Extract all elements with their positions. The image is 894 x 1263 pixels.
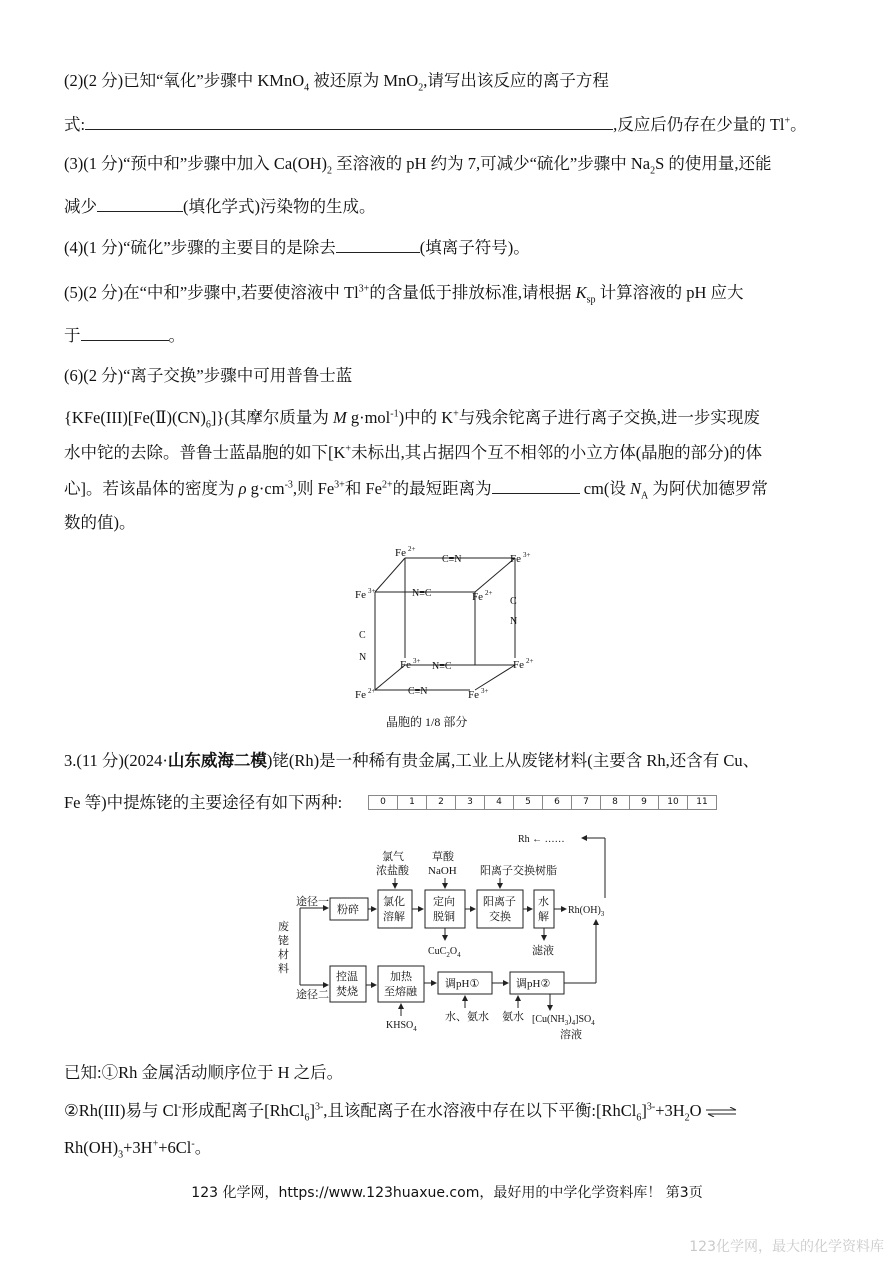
fe-charge: 3+ [481,687,489,695]
question-4: (4)(1 分)“硫化”步骤的主要目的是除去 (填离子符号)。 [64,238,530,257]
hydrolysis-box-label: 解 [538,911,549,923]
vertical-bond-n: N [510,616,518,627]
directed-box-label: 定向 [433,896,455,908]
question-3-line-2: 减少 (填化学式)污染物的生成。 [64,197,376,216]
fe-charge: 2+ [526,657,534,665]
cn-bond: C≡N [442,554,462,565]
resin-input: 阳离子交换树脂 [480,865,557,877]
directed-box-label: 脱铜 [433,911,455,923]
page-ruler [368,795,717,810]
khso4-input: $KHSO_4$ [386,1020,417,1033]
waste-label: 废 [278,921,289,933]
waste-label: 料 [278,963,289,975]
chlorination-box-label: 溶解 [383,911,405,923]
waste-label: 铑 [278,935,289,947]
fe-charge: 3+ [368,587,376,595]
fe-label: Fe [400,659,411,671]
answer-blank[interactable] [97,195,183,212]
rh-product: Rh ← …… [518,834,565,845]
oxalic-acid-input: 草酸 [432,851,454,863]
answer-blank[interactable] [81,324,169,341]
ruler-tick: 3 [456,796,485,809]
route-2-label: 途径二 [296,989,329,1001]
hcl-input: 浓盐酸 [376,865,409,877]
cuc2o4-output: $CuC_2O_4$ [428,946,461,959]
water-ammonia-input: 水、氨水 [445,1011,489,1023]
fe-charge: 3+ [523,551,531,559]
question-6-line-4: 心]。若该晶体的密度为 ρ $g\cdot cm^{-3}$,则 $Fe^{3+}$和 $Fe^{2+}$的最短距离为 cm(设 $N_A$ 为阿伏加德罗常 [64,479,768,502]
page-footer: 123 化学网，https://www.123huaxue.com，最好用的中学化学资料库！ 第3页 [191,1185,703,1201]
fe-label: Fe [395,547,406,559]
fe-label: Fe [472,591,483,603]
fe-label: Fe [510,553,521,565]
chlorine-input: 氯气 [382,851,404,863]
chlorination-box-label: 氯化 [383,896,405,908]
question-2-line-2: 式: ,反应后仍存在少量的 Tl+。 [64,115,807,134]
question-3-main-line-1: 3.(11 分)(2024·山东威海二模)铑(Rh)是一种稀有贵金属,工业上从废铑材料(主要含 Rh,还含有 Cu、 [64,751,760,770]
fe-charge: 2+ [368,687,376,695]
fe-label: Fe [468,689,479,701]
watermark: 123化学网，最大的化学资料库 [689,1239,884,1255]
crush-box-label: 粉碎 [337,904,359,916]
ruler-tick: 5 [514,796,543,809]
fe-label: Fe [355,589,366,601]
fe-charge: 2+ [408,545,416,553]
cn-bond: C≡N [408,686,428,697]
ph1-box-label: 调pH① [445,978,480,990]
fe-charge: 2+ [485,589,493,597]
question-6-line-1: (6)(2 分)“离子交换”步骤中可用普鲁士蓝 [64,366,353,385]
equilibrium-arrow [706,1107,738,1117]
question-3-line-1: (3)(1 分)“预中和”步骤中加入 $Ca(OH)_2$ 至溶液的 pH 约为 7,可减少“硫化”步骤中 $Na_2S$ 的使用量,还能 [64,154,772,177]
roast-box-label: 控温 [336,971,358,983]
answer-blank[interactable] [85,113,613,130]
ruler-tick: 2 [427,796,456,809]
fe-charge: 3+ [413,657,421,665]
vertical-bond-c: C [359,630,366,641]
known-line-2: ②Rh(III)易与 Cl-形成配离子[RhCl$_6$]$^{3-}$,且该配离子在水溶液中存在以下平衡$:[RhCl_6]^{3-}+3H_2O$ [64,1100,834,1122]
rhodium-process-flowchart [270,820,630,1050]
question-5-line-1: (5)(2 分)在“中和”步骤中,若要使溶液中 $Tl^{3+}$的含量低于排放标准,请根据 $K_{sp}$ 计算溶液的 pH 应大 [64,283,744,306]
nc-bond: N≡C [412,588,432,599]
ruler-tick: 1 [398,796,427,809]
fe-label: Fe [355,689,366,701]
ruler-tick: 7 [572,796,601,809]
naoh-input: NaOH [428,865,457,877]
ruler-tick: 9 [630,796,659,809]
answer-blank[interactable] [492,477,580,494]
question-6-line-3: 水中铊的去除。普鲁士蓝晶胞的如下[K+未标出,其占据四个互不相邻的小立方体(晶胞的部分)的体 [64,443,763,462]
roast-box-label: 焚烧 [336,986,358,998]
question-3-main-line-2: Fe 等)中提炼铑的主要途径有如下两种: [64,793,343,812]
exchange-box-label: 交换 [489,911,511,923]
heat-box-label: 加热 [390,971,412,983]
vertical-bond-n: N [359,652,367,663]
answer-blank[interactable] [336,236,420,253]
rhoh3-product: $Rh(OH)_3$ [568,905,605,918]
nc-bond: N≡C [432,661,452,672]
question-5-line-2: 于 。 [64,326,185,345]
ruler-tick: 6 [543,796,572,809]
prussian-blue-crystal-diagram [350,540,550,740]
hydrolysis-box-label: 水 [538,896,549,908]
question-2-line-1: (2)(2 分)已知“氧化”步骤中 KMnO$_4$ 被还原为 MnO$_2$,请写出该反应的离子方程 [64,71,609,94]
ruler-tick: 8 [601,796,630,809]
question-6-line-5: 数的值)。 [64,513,136,532]
ruler-tick: 11 [696,797,708,807]
ruler-tick: 4 [485,796,514,809]
ph2-box-label: 调pH② [516,978,551,990]
vertical-bond-c: C [510,596,517,607]
exchange-box-label: 阳离子 [483,896,516,908]
route-1-label: 途径一 [296,896,329,908]
crystal-caption: 晶胞的 1/8 部分 [386,715,468,729]
fe-label: Fe [513,659,524,671]
cu-complex-output: $[Cu(NH_3)_4]SO_4$ [532,1014,595,1027]
known-line-1: 已知:①Rh 金属活动顺序位于 H 之后。 [64,1063,344,1082]
solution-output: 溶液 [560,1029,582,1041]
known-line-3: $Rh(OH)_3+3H^++6Cl^-$。 [64,1138,212,1161]
filtrate-output: 滤液 [532,945,554,957]
waste-label: 材 [278,949,289,961]
heat-box-label: 至熔融 [384,986,417,998]
ammonia-input: 氨水 [502,1011,524,1023]
question-6-line-2: $\{KFe(III)[Fe(Ⅱ)(CN)_6]\}$(其摩尔质量为 M g·mol$^{-1}$)中的 K+与残余铊离子进行离子交换,进一步实现废 [64,408,760,431]
ruler-tick: 10 [659,796,688,809]
ruler-tick: 0 [369,796,398,809]
